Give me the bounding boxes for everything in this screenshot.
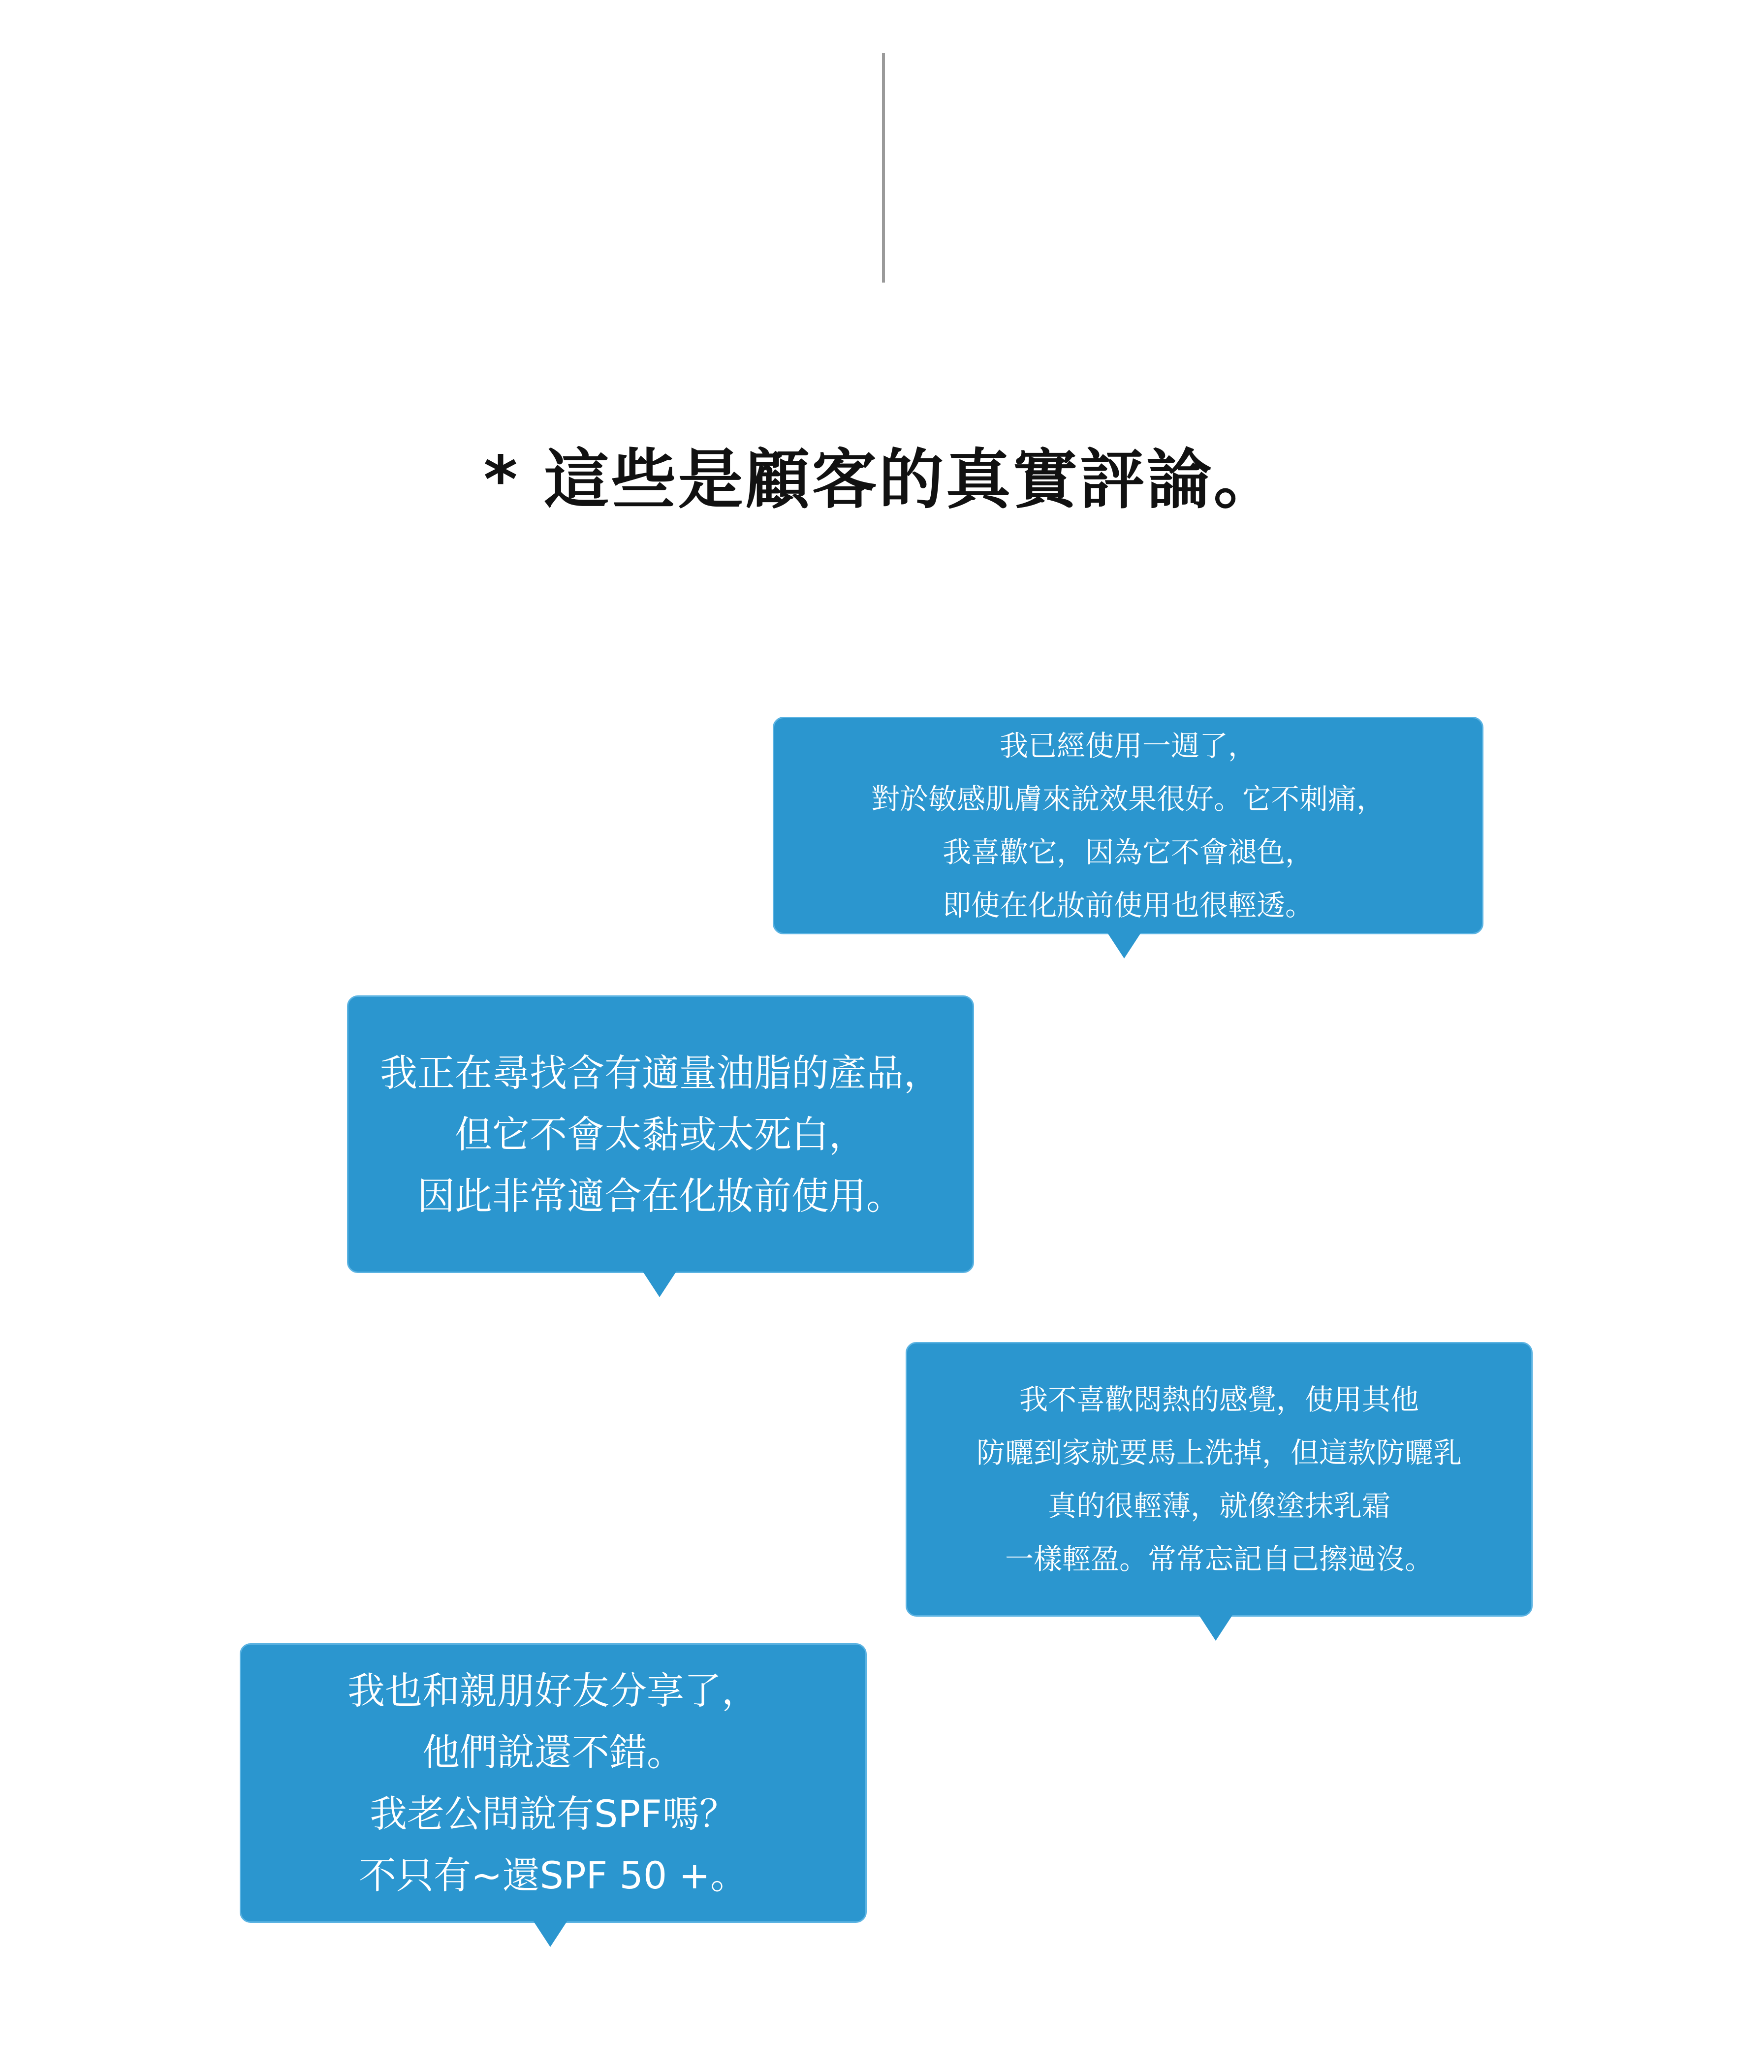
review-bubble-4 — [240, 1643, 867, 1923]
review-line: 但它不會太黏或太死白， — [455, 1112, 866, 1156]
review-line: 我已經使用一週了， — [999, 729, 1257, 763]
review-bubble-1 — [773, 717, 1483, 934]
review-line: 因此非常適合在化妝前使用。 — [417, 1174, 904, 1218]
review-line: 即使在化妝前使用也很輕透。 — [942, 889, 1314, 922]
page-heading: * 這些是顧客的真實評論。 — [483, 442, 1281, 518]
bubble-tail-4 — [534, 1921, 567, 1947]
review-bubble-3 — [906, 1342, 1533, 1617]
review-line: 我喜歡它，因為它不會褪色， — [942, 835, 1314, 869]
review-bubble-2 — [347, 995, 974, 1273]
bubble-tail-3 — [1199, 1615, 1232, 1641]
review-line: 我也和親朋好友分享了， — [347, 1669, 759, 1713]
bubble-tail-2 — [643, 1272, 676, 1297]
review-line: 我老公問說有SPF嗎？ — [370, 1792, 737, 1836]
vertical-divider-line — [882, 53, 885, 283]
review-line: 我不喜歡悶熱的感覺，使用其他 — [1019, 1383, 1419, 1416]
review-line: 防曬到家就要馬上洗掉，但這款防曬乳 — [976, 1436, 1462, 1469]
review-line: 一樣輕盈。常常忘記自己擦過沒。 — [1005, 1542, 1433, 1576]
review-line: 他們說還不錯。 — [422, 1730, 684, 1774]
bubble-tail-1 — [1107, 933, 1141, 958]
review-line: 我正在尋找含有適量油脂的產品， — [380, 1051, 941, 1095]
review-line: 對於敏感肌膚來說效果很好。它不刺痛， — [871, 782, 1385, 816]
review-line: 真的很輕薄，就像塗抹乳霜 — [1047, 1489, 1390, 1523]
review-line: 不只有~還SPF 50 +。 — [358, 1853, 748, 1897]
